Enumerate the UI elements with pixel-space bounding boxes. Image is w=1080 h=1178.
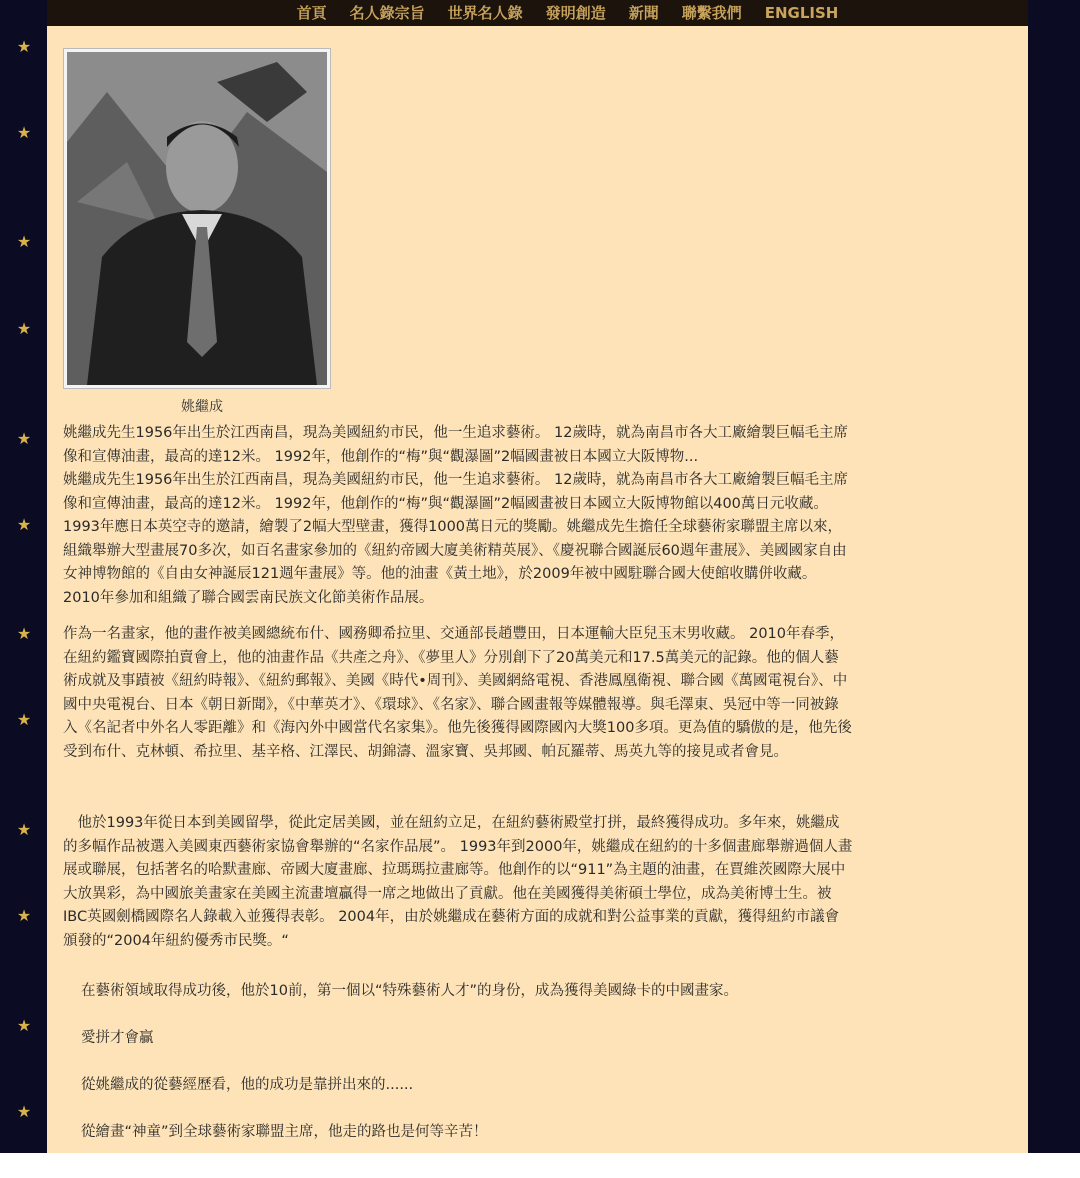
portrait-caption: 姚繼成 bbox=[181, 399, 223, 415]
section-heading: 愛拼才會贏 bbox=[81, 1030, 154, 1046]
nav-english[interactable]: ENGLISH bbox=[764, 4, 839, 22]
paragraph-intro-excerpt: 姚繼成先生1956年出生於江西南昌，現為美國紐約市民，他一生追求藝術。 12歲時，就為南昌市各大工廠繪製巨幅毛主席像和宣傳油畫，最高的達12米。 1992年，他創作的“梅”與“觀瀑圖”2幅國畫被日本國立大阪博物... bbox=[63, 425, 848, 465]
paragraph-path: 從繪畫“神童”到全球藝術家聯盟主席，他走的路也是何等辛苦！ bbox=[81, 1124, 488, 1140]
star-icon: ★ bbox=[16, 429, 32, 448]
nav-purpose[interactable]: 名人錄宗旨 bbox=[349, 4, 425, 22]
nav-world-celebrities[interactable]: 世界名人錄 bbox=[447, 4, 523, 22]
paragraph-green-card: 在藝術領域取得成功後，他於10前，第一個以“特殊藝術人才”的身份，成為獲得美國綠卡的中國畫家。 bbox=[81, 983, 738, 999]
nav-home[interactable]: 首頁 bbox=[296, 4, 327, 22]
star-icon: ★ bbox=[16, 906, 32, 925]
right-side-strip bbox=[1028, 0, 1080, 1153]
star-icon: ★ bbox=[16, 1016, 32, 1035]
star-icon: ★ bbox=[16, 37, 32, 56]
star-icon: ★ bbox=[16, 820, 32, 839]
star-icon: ★ bbox=[16, 1102, 32, 1121]
portrait-photo bbox=[63, 48, 331, 389]
nav-news[interactable]: 新聞 bbox=[628, 4, 659, 22]
paragraph-us-career: 他於1993年從日本到美國留學，從此定居美國，並在紐約立足，在紐約藝術殿堂打拼，最終獲得成功。多年來，姚繼成的多幅作品被選入美國東西藝術家協會舉辦的“名家作品展”。 1993年到2000年，姚繼成在紐約的十多個畫廊舉辦過個人畫展或聯展，包括著名的哈默畫廊、帝國大廈畫廊、拉瑪瑪拉畫廊等。他創作的以“911”為主題的油畫，在賈維茨國際大展中大放異彩，為中國旅美畫家在美國主流畫壇贏得一席之地做出了貢獻。他在美國獲得美術碩士學位，成為美術博士生。被IBC英國劍橋國際名人錄載入並獲得表彰。 2004年，由於姚繼成在藝術方面的成就和對公益事業的貢獻，獲得紐約市議會頒發的“2004年紐約優秀市民獎。“ bbox=[63, 815, 853, 949]
portrait-illustration bbox=[67, 52, 327, 385]
star-icon: ★ bbox=[16, 710, 32, 729]
star-icon: ★ bbox=[16, 319, 32, 338]
left-star-strip bbox=[0, 0, 47, 1153]
star-icon: ★ bbox=[16, 232, 32, 251]
star-icon: ★ bbox=[16, 123, 32, 142]
star-icon: ★ bbox=[16, 515, 32, 534]
paragraph-success: 從姚繼成的從藝經歷看，他的成功是靠拼出來的...... bbox=[81, 1077, 414, 1093]
star-icon: ★ bbox=[16, 624, 32, 643]
top-nav bbox=[47, 0, 1028, 26]
paragraph-biography: 姚繼成先生1956年出生於江西南昌，現為美國紐約市民，他一生追求藝術。 12歲時，就為南昌市各大工廠繪製巨幅毛主席像和宣傳油畫，最高的達12米。 1992年，他創作的“梅”與“觀瀑圖”2幅國畫被日本國立大阪博物館以400萬日元收藏。 1993年應日本英空寺的邀請，繪製了2幅大型壁畫，獲得1000萬日元的獎勵。姚繼成先生擔任全球藝術家聯盟主席以來，組織舉辦大型畫展70多次，如百名畫家參加的《紐約帝國大廈美術精英展》、《慶祝聯合國誕辰60週年畫展》、美國國家自由女神博物館的《自由女神誕辰121週年畫展》等。他的油畫《黃土地》，於2009年被中國駐聯合國大使館收購併收藏。 2010年參加和組織了聯合國雲南民族文化節美術作品展。 bbox=[63, 472, 848, 606]
paragraph-collections: 作為一名畫家，他的畫作被美國總統布什、國務卿希拉里、交通部長趙豐田，日本運輸大臣兒玉末男收藏。 2010年春季，在紐約鑑寶國際拍賣會上，他的油畫作品《共產之舟》、《夢里人》分別創下了20萬美元和17.5萬美元的記錄。他的個人藝術成就及事蹟被《紐約時報》、《紐約郵報》、美國《時代•周刊》、美國網絡電視、香港鳳凰衛視、聯合國《萬國電視台》、中國中央電視台、日本《朝日新聞》，《中華英才》、《環球》、《名家》、聯合國畫報等媒體報導。與毛澤東、吳冠中等一同被錄入《名記者中外名人零距離》和《海內外中國當代名家集》。他先後獲得國際國內大獎100多項。更為值的驕傲的是，他先後受到布什、克林頓、希拉里、基辛格、江澤民、胡錦濤、溫家寶、吳邦國、帕瓦羅蒂、馬英九等的接見或者會見。 bbox=[63, 626, 852, 760]
article-content bbox=[47, 26, 1028, 1153]
nav-contact[interactable]: 聯繫我們 bbox=[681, 4, 742, 22]
nav-inventions[interactable]: 發明創造 bbox=[545, 4, 606, 22]
